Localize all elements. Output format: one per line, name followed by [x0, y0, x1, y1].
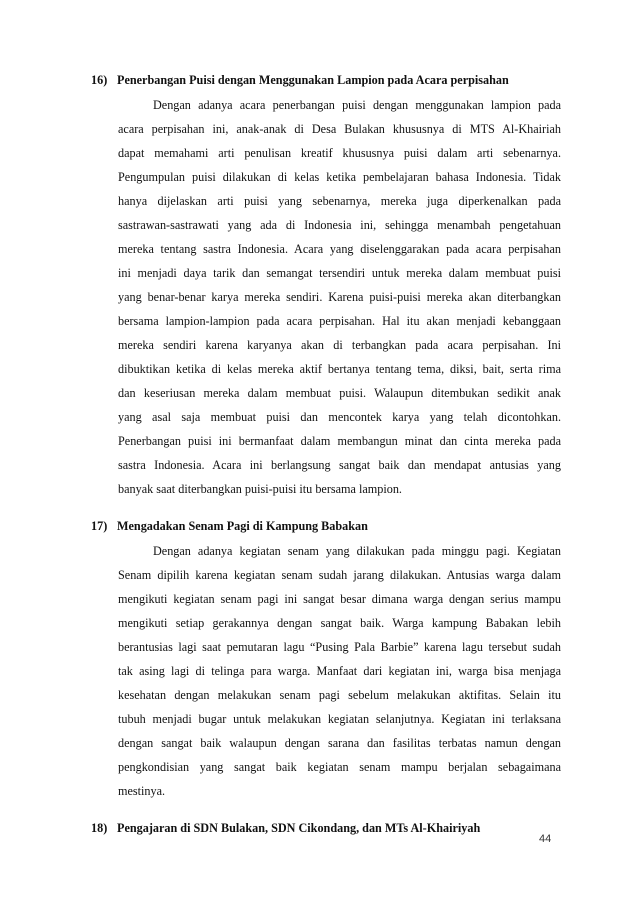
- paragraph-line: dengan sangat baik walaupun dengan sarana dan fasilitas terbatas namun dengan: [118, 736, 561, 750]
- paragraph-line: berantusias lagi saat pemutaran lagu “Pusing Pala Barbie” karena lagu tersebut sudah: [118, 640, 561, 654]
- section-18-heading: [91, 821, 480, 836]
- paragraph-line: tubuh menjadi bugar untuk melakukan kegiatan selanjutnya. Kegiatan ini terlaksana: [118, 712, 561, 726]
- paragraph-line: mereka sendiri karena karyanya akan di terbangkan pada acara perpisahan. Ini: [118, 338, 561, 352]
- paragraph-line: banyak saat diterbangkan puisi-puisi itu bersama lampion.: [118, 482, 402, 496]
- paragraph-line: mengikuti setiap gerakannya dengan sangat baik. Warga kampung Babakan lebih: [118, 616, 561, 630]
- page-number: 44: [539, 833, 552, 845]
- paragraph-line: yang benar-benar karya mereka sendiri. Karena puisi-puisi mereka akan diterbangkan: [118, 290, 561, 304]
- paragraph-line: dan keseriusan mereka dalam membuat puisi. Walaupun ditembukan sedikit anak: [118, 386, 561, 400]
- paragraph-line: tak asing lagi di telinga para warga. Manfaat dari kegiatan ini, warga bisa menjaga: [118, 664, 561, 678]
- section-number: 17): [91, 519, 108, 533]
- section-title: Pengajaran di SDN Bulakan, SDN Cikondang, dan MTs Al-Khairiyah: [117, 821, 481, 835]
- paragraph-line: mereka tentang sastra Indonesia. Acara yang diselenggarakan pada acara perpisahan: [118, 242, 561, 256]
- paragraph-line: Penerbangan puisi ini bermanfaat dalam membangun minat dan cinta mereka pada: [118, 434, 561, 448]
- paragraph-line: Dengan adanya acara penerbangan puisi dengan menggunakan lampion pada: [153, 98, 561, 112]
- paragraph-line: mengikuti kegiatan senam pagi ini sangat besar dimana warga dengan serius mampu: [118, 592, 561, 606]
- paragraph-line: dapat memahami arti penulisan kreatif khususnya puisi dalam arti sebenarnya.: [118, 146, 561, 160]
- paragraph-line: kesehatan dengan melakukan senam pagi sebelum melakukan aktifitas. Selain itu: [118, 688, 561, 702]
- paragraph-line: Dengan adanya kegiatan senam yang dilakukan pada minggu pagi. Kegiatan: [153, 544, 561, 558]
- paragraph-line: yang asal saja membuat puisi dan mencontek karya yang telah dicontohkan.: [118, 410, 561, 424]
- paragraph-line: acara perpisahan ini, anak-anak di Desa Bulakan khususnya di MTS Al-Khairiah: [118, 122, 561, 136]
- section-number: 16): [91, 73, 108, 87]
- section-16-heading: [91, 73, 509, 88]
- paragraph-line: sastra Indonesia. Acara ini berlangsung sangat baik dan mendapat antusias yang: [118, 458, 561, 472]
- paragraph-line: ini menjadi daya tarik dan semangat tersendiri untuk mereka dalam membuat puisi: [118, 266, 561, 280]
- section-17-heading: [91, 519, 368, 534]
- section-title: Mengadakan Senam Pagi di Kampung Babakan: [117, 519, 368, 533]
- paragraph-line: mestinya.: [118, 784, 166, 798]
- section-number: 18): [91, 821, 108, 835]
- paragraph-line: hanya dijelaskan arti puisi yang sebenarnya, mereka juga diperkenalkan pada: [118, 194, 561, 208]
- paragraph-line: Senam dipilih karena kegiatan senam sudah jarang dilakukan. Antusias warga dalam: [118, 568, 561, 582]
- paragraph-line: Pengumpulan puisi dilakukan di kelas ketika pembelajaran bahasa Indonesia. Tidak: [118, 170, 561, 184]
- section-title: Penerbangan Puisi dengan Menggunakan Lampion pada Acara perpisahan: [117, 73, 509, 87]
- paragraph-line: bersama lampion-lampion pada acara perpisahan. Hal itu akan menjadi kebanggaan: [118, 314, 561, 328]
- paragraph-line: pengkondisian yang sangat baik kegiatan senam mampu berjalan sebagaimana: [118, 760, 561, 774]
- paragraph-line: sastrawan-sastrawati yang ada di Indonesia ini, sehingga menambah pengetahuan: [118, 218, 561, 232]
- paragraph-line: dibuktikan ketika di kelas mereka aktif bertanya tentang tema, diksi, bait, serta rima: [118, 362, 561, 376]
